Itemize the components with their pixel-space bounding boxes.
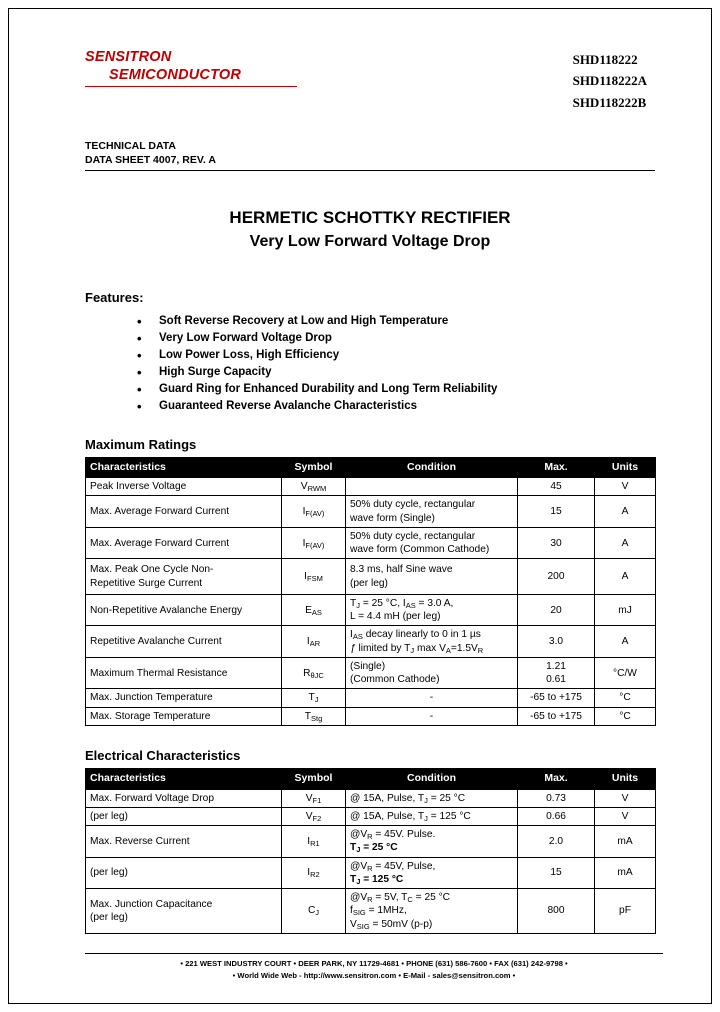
feature-item: • Guaranteed Reverse Avalanche Characteristics xyxy=(137,398,655,415)
technical-data-block xyxy=(85,139,655,167)
technical-data-label: TECHNICAL DATA xyxy=(85,140,176,153)
cell-characteristic: Non-Repetitive Avalanche Energy xyxy=(86,594,282,626)
cell-units: °C/W xyxy=(595,657,656,689)
part-number-list xyxy=(573,49,655,113)
cell-condition: 8.3 ms, half Sine wave (per leg) xyxy=(346,559,518,595)
data-sheet-revision: DATA SHEET 4007, REV. A xyxy=(85,154,216,167)
footer-divider xyxy=(85,953,663,954)
cell-characteristic: Max. Average Forward Current xyxy=(86,527,282,559)
cell-max: 800 xyxy=(518,889,595,934)
table-row xyxy=(86,527,656,559)
maximum-ratings-heading: Maximum Ratings xyxy=(85,436,197,452)
cell-condition: $I_{AS}$ decay linearly to 0 in 1 µs ƒ limited by $T_J$ $\max V_A=1.5V_R$ xyxy=(346,626,518,658)
cell-condition: $@V_R = 45V$, Pulse, $T_J = 125$ °C xyxy=(346,857,518,889)
table-row xyxy=(86,478,656,496)
cell-max: 45 xyxy=(518,478,595,496)
column-header-condition: Condition xyxy=(346,457,518,478)
cell-condition: @ 15A, Pulse, $T_J = 125$ °C xyxy=(346,807,518,825)
cell-symbol: $I_{R1}$ xyxy=(282,826,346,858)
cell-max: 1.21 0.61 xyxy=(518,657,595,689)
cell-symbol: $I_{R2}$ xyxy=(282,857,346,889)
feature-item: • Guard Ring for Enhanced Durability and Long Term Reliability xyxy=(137,381,655,398)
cell-condition xyxy=(346,478,518,496)
column-header-symbol: Symbol xyxy=(282,768,346,789)
cell-units: A xyxy=(595,496,656,528)
part-number: SHD118222B xyxy=(572,94,647,110)
page-header xyxy=(85,49,655,113)
cell-units: mA xyxy=(595,857,656,889)
cell-max: 30 xyxy=(518,527,595,559)
cell-condition: 50% duty cycle, rectangular wave form (Common Cathode) xyxy=(346,527,518,559)
features-heading: Features: xyxy=(85,290,144,306)
cell-units: °C xyxy=(595,707,656,725)
cell-units: A xyxy=(595,527,656,559)
cell-max: 20 xyxy=(518,594,595,626)
logo-line-1: SENSITRON xyxy=(85,49,172,65)
feature-item: • Low Power Loss, High Efficiency xyxy=(137,347,655,364)
cell-symbol: $E_{AS}$ xyxy=(282,594,346,626)
table-row xyxy=(86,496,656,528)
cell-max: 15 xyxy=(518,857,595,889)
cell-condition: - xyxy=(346,689,518,707)
column-header-characteristics: Characteristics xyxy=(86,457,282,478)
cell-characteristic: Max. Reverse Current xyxy=(86,826,282,858)
table-row xyxy=(86,826,656,858)
cell-symbol: $T_{Stg}$ xyxy=(282,707,346,725)
table-row xyxy=(86,889,656,934)
cell-characteristic: Repetitive Avalanche Current xyxy=(86,626,282,658)
cell-max: 3.0 xyxy=(518,626,595,658)
footer-web-contact: • World Wide Web - http://www.sensitron.com • E-Mail - sales@sensitron.com • xyxy=(232,970,516,980)
column-header-condition: Condition xyxy=(346,768,518,789)
cell-characteristic: (per leg) xyxy=(86,807,282,825)
cell-condition: @ 15A, Pulse, $T_J = 25$ °C xyxy=(346,789,518,807)
part-number: SHD118222 xyxy=(572,52,638,67)
company-logo xyxy=(85,49,315,87)
cell-condition: $@V_R = 45V$. Pulse. $T_J = 25$ °C xyxy=(346,826,518,858)
cell-max: 0.73 xyxy=(518,789,595,807)
cell-units: mA xyxy=(595,826,656,858)
cell-units: V xyxy=(595,478,656,496)
column-header-max: Max. xyxy=(518,768,595,789)
cell-characteristic: Max. Junction Capacitance (per leg) xyxy=(86,889,282,934)
cell-max: 2.0 xyxy=(518,826,595,858)
cell-condition: $T_J = 25$ °C, $I_{AS} = 3.0$ A, L = 4.4 mH (per leg) xyxy=(346,594,518,626)
cell-units: °C xyxy=(595,689,656,707)
cell-condition: 50% duty cycle, rectangular wave form (Single) xyxy=(346,496,518,528)
cell-units: mJ xyxy=(595,594,656,626)
cell-max: 200 xyxy=(518,559,595,595)
cell-characteristic: Max. Junction Temperature xyxy=(86,689,282,707)
table-row xyxy=(86,789,656,807)
table-row xyxy=(86,559,656,595)
feature-item: • Soft Reverse Recovery at Low and High Temperature xyxy=(137,313,655,330)
cell-symbol: $I_{FSM}$ xyxy=(282,559,346,595)
footer-address: • 221 WEST INDUSTRY COURT • DEER PARK, NY 11729-4681 • PHONE (631) 586-7600 • FAX (631) 242-9798 • xyxy=(180,959,568,969)
feature-item: • Very Low Forward Voltage Drop xyxy=(137,330,655,347)
cell-max: 15 xyxy=(518,496,595,528)
page-footer xyxy=(85,953,663,981)
cell-units: V xyxy=(595,789,656,807)
electrical-characteristics-heading: Electrical Characteristics xyxy=(85,747,241,763)
maximum-ratings-table xyxy=(85,457,656,726)
cell-symbol: $I_{F(AV)}$ xyxy=(282,527,346,559)
cell-characteristic: Max. Peak One Cycle Non- Repetitive Surge Current xyxy=(86,559,282,595)
page-content xyxy=(85,49,655,934)
cell-characteristic: Peak Inverse Voltage xyxy=(86,478,282,496)
cell-characteristic: Maximum Thermal Resistance xyxy=(86,657,282,689)
cell-condition: $@V_R = 5V$, $T_C = 25$ °C $f_{SIG} = 1MHz$, $V_{SIG} = 50mV$ (p-p) xyxy=(346,889,518,934)
column-header-max: Max. xyxy=(518,457,595,478)
logo-line-2: SEMICONDUCTOR xyxy=(109,67,242,83)
cell-condition: (Single) (Common Cathode) xyxy=(346,657,518,689)
column-header-symbol: Symbol xyxy=(282,457,346,478)
cell-condition: - xyxy=(346,707,518,725)
table-row xyxy=(86,707,656,725)
table-row xyxy=(86,857,656,889)
cell-max: -65 to +175 xyxy=(518,689,595,707)
table-header-row xyxy=(86,457,656,478)
table-row xyxy=(86,807,656,825)
cell-symbol: $I_{AR}$ xyxy=(282,626,346,658)
table-row xyxy=(86,626,656,658)
column-header-units: Units xyxy=(595,457,656,478)
cell-characteristic: (per leg) xyxy=(86,857,282,889)
page-subtitle: Very Low Forward Voltage Drop xyxy=(249,233,491,251)
table-header-row xyxy=(86,768,656,789)
cell-symbol: $V_{F1}$ xyxy=(282,789,346,807)
header-divider xyxy=(85,170,655,171)
cell-characteristic: Max. Forward Voltage Drop xyxy=(86,789,282,807)
table-row xyxy=(86,594,656,626)
cell-symbol: $T_J$ xyxy=(282,689,346,707)
cell-units: A xyxy=(595,559,656,595)
cell-characteristic: Max. Storage Temperature xyxy=(86,707,282,725)
cell-units: A xyxy=(595,626,656,658)
datasheet-page xyxy=(8,8,712,1004)
column-header-units: Units xyxy=(595,768,656,789)
cell-symbol: $V_{RWM}$ xyxy=(282,478,346,496)
logo-underline xyxy=(85,86,297,87)
cell-units: V xyxy=(595,807,656,825)
cell-units: pF xyxy=(595,889,656,934)
cell-symbol: $C_J$ xyxy=(282,889,346,934)
column-header-characteristics: Characteristics xyxy=(86,768,282,789)
electrical-characteristics-table xyxy=(85,768,656,934)
cell-characteristic: Max. Average Forward Current xyxy=(86,496,282,528)
feature-item: • High Surge Capacity xyxy=(137,364,655,381)
features-list xyxy=(137,313,655,414)
cell-max: 0.66 xyxy=(518,807,595,825)
cell-symbol: $R_{\theta JC}$ xyxy=(282,657,346,689)
table-row xyxy=(86,657,656,689)
cell-max: -65 to +175 xyxy=(518,707,595,725)
page-title: HERMETIC SCHOTTKY RECTIFIER xyxy=(229,207,511,227)
part-number: SHD118222A xyxy=(572,73,647,89)
cell-symbol: $V_{F2}$ xyxy=(282,807,346,825)
table-row xyxy=(86,689,656,707)
cell-symbol: $I_{F(AV)}$ xyxy=(282,496,346,528)
